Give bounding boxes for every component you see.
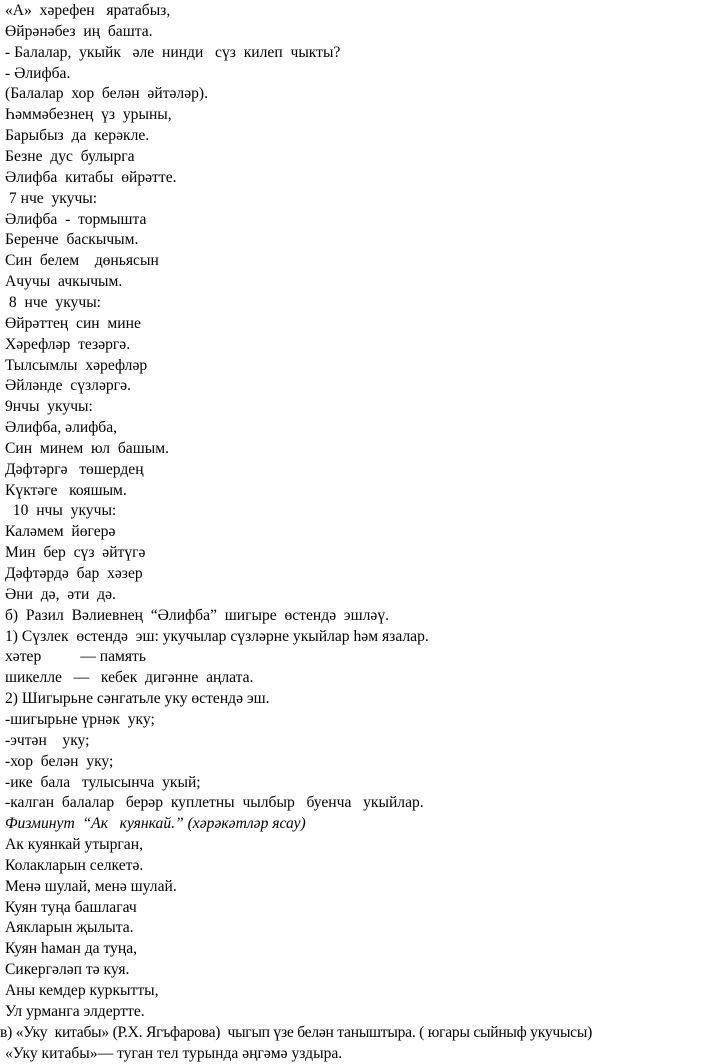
- text-line: 1) Сүзлек өстендә эш: укучылар сүзләрне укыйлар һәм язалар.: [5, 627, 429, 645]
- text-line: Өйрәттең син мине: [5, 314, 141, 332]
- text-line: Хәрефләр тезәргә.: [5, 335, 131, 353]
- vocabulary-entry: шикелле — кебек дигәнне аңлата.: [5, 669, 254, 687]
- text-line: Сикергәләп тә куя.: [5, 961, 130, 979]
- text-line: «А» хәрефен яратабыз,: [5, 2, 171, 19]
- list-item: -калган балалар берәр куплетны чылбыр буенча укыйлар.: [5, 794, 424, 812]
- text-line: Өйрәнәбез иң башта.: [5, 22, 153, 40]
- speaker-label: 8 нче укучы:: [5, 293, 101, 311]
- text-line: Менә шулай, менә шулай.: [5, 877, 177, 895]
- text-line: Дәфтәрдә бар хәзер: [5, 565, 143, 582]
- text-line: Ачучы ачкычым.: [5, 273, 123, 291]
- text-line: Каләмем йөгерә: [5, 523, 116, 541]
- text-line: - Әлифба.: [5, 64, 71, 82]
- text-line: Ак куянкай утырган,: [5, 836, 143, 853]
- text-line: Әлифба, әлифба,: [5, 419, 118, 436]
- speaker-label: 10 нчы укучы:: [5, 502, 117, 520]
- text-line: Әйләнде сүзләргә.: [5, 377, 131, 395]
- text-line: «Уку китабы»— туган тел турында әңгәмә уздыра.: [5, 1044, 343, 1062]
- text-line: Куян туңа башлагач: [5, 898, 137, 916]
- text-line: Безне дус булырга: [5, 148, 135, 165]
- list-item: -эчтән уку;: [5, 731, 90, 749]
- text-line: Аны кемдер куркытты,: [5, 982, 159, 999]
- text-line: Әни дә, әти дә.: [5, 585, 116, 603]
- text-line: 2) Шигырьне сәнгатьле уку өстендә эш.: [5, 690, 270, 708]
- text-line: Әлифба - тормышта: [5, 210, 147, 228]
- text-line: - Балалар, укыйк әле нинди сүз килеп чыкты?: [5, 43, 341, 61]
- speaker-label: 7 нче укучы:: [5, 189, 98, 207]
- text-line: Колакларын селкетә.: [5, 856, 144, 874]
- text-line: Барыбыз да керәкле.: [5, 127, 150, 145]
- text-line: Ул урманга элдертте.: [5, 1002, 145, 1020]
- text-line: Дәфтәргә төшердең: [5, 460, 144, 478]
- text-line: Беренче баскычым.: [5, 231, 139, 249]
- text-line: (Балалар хор белән әйтәләр).: [5, 85, 209, 103]
- text-line: Аякларын җылыта.: [5, 919, 134, 937]
- list-item: -хор белән уку;: [5, 752, 114, 770]
- section-heading: в) «Уку китабы» (Р.Х. Ягъфарова) чыгып үзе белән таныштыра. ( югары сыйныф укучысы): [0, 1023, 593, 1041]
- vocabulary-entry: хәтер — память: [5, 648, 146, 666]
- text-line: Мин бер сүз әйтүгә: [5, 544, 146, 562]
- list-item: -ике бала тулысынча укый;: [5, 773, 201, 791]
- text-line: Син белем дөньясын: [5, 252, 159, 270]
- text-line: Күктәге кояшым.: [5, 481, 127, 499]
- text-line: Әлифба китабы өйрәтте.: [5, 168, 177, 186]
- physical-minute-heading: Физминут “Ак куянкай.” (хәрәкәтләр ясау): [5, 815, 306, 833]
- section-heading: б) Разил Вәлиевнең “Әлифба” шигыре өстендә эшләү.: [5, 606, 390, 624]
- speaker-label: 9нчы укучы:: [5, 398, 93, 416]
- text-line: Һәммәбезнең үз урыны,: [5, 106, 172, 124]
- text-line: Куян һаман да туңа,: [5, 940, 138, 958]
- list-item: -шигырьне үрнәк уку;: [5, 710, 155, 728]
- text-line: Тылсымлы хәрефләр: [5, 356, 148, 374]
- text-line: Син минем юл башым.: [5, 439, 169, 457]
